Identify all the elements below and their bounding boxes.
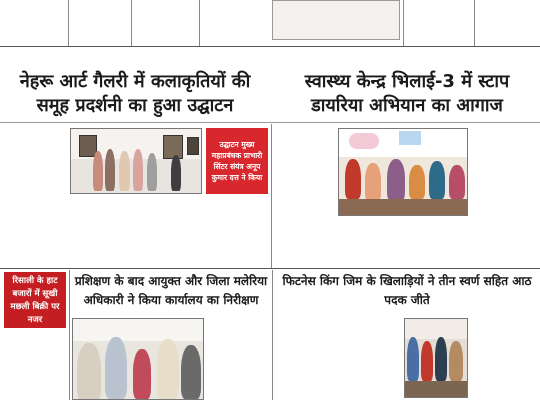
inspection-headline: प्रशिक्षण के बाद आयुक्त और जिला मलेरिया अधिकारी ने किया कार्यालय का निरीक्षण xyxy=(74,274,268,307)
health-centre-col-2 xyxy=(338,220,400,266)
top-quote-box xyxy=(272,0,400,40)
art-gallery-col-4 xyxy=(206,198,268,266)
art-gallery-headline: नेहरू आर्ट गैलरी में कलाकृतियों की समूह प्रदर्शनी का हुआ उद्घाटन xyxy=(19,71,251,116)
top-col-5 xyxy=(406,2,472,44)
top-quote-text xyxy=(277,3,397,39)
fitness-col-3 xyxy=(472,316,538,398)
top-col-3 xyxy=(134,2,196,44)
top-strip xyxy=(0,0,540,46)
art-gallery-col-3 xyxy=(138,198,202,266)
fitness-col-1 xyxy=(276,316,336,398)
health-centre-headline: स्वास्थ्य केन्द्र भिलाई-3 में स्टाप डायरिया अभियान का आगाज xyxy=(304,71,510,116)
fitness-photo xyxy=(404,318,468,398)
health-centre-col-3 xyxy=(404,220,468,266)
top-col-2 xyxy=(72,2,128,44)
market-headline: रिसाली के हाट बजारों में सूखी मछली बिक्री पर नजर xyxy=(4,272,66,328)
health-centre-photo xyxy=(338,128,468,216)
top-col-1 xyxy=(4,2,66,44)
inspection-photo xyxy=(72,318,204,400)
top-col-4 xyxy=(202,2,268,44)
inspection-col-1 xyxy=(206,318,270,398)
market-col-1 xyxy=(4,332,66,398)
fitness-headline: फिटनेस किंग जिम के खिलाड़ियों ने तीन स्वर्ण सहित आठ पदक जीते xyxy=(282,274,532,307)
fitness-col-2 xyxy=(340,316,400,398)
art-gallery-photo xyxy=(70,128,202,194)
art-gallery-col-2 xyxy=(70,198,134,266)
health-centre-col-4 xyxy=(472,128,538,266)
art-gallery-pullquote: उद्घाटन मुख्य महाप्रबंधक प्राभारी सिंटर संयंत्र अनूप कुमार दत्त ने किया xyxy=(206,128,268,194)
art-gallery-col-1 xyxy=(2,128,66,266)
health-centre-col-1 xyxy=(274,128,334,266)
top-col-6 xyxy=(477,2,539,44)
